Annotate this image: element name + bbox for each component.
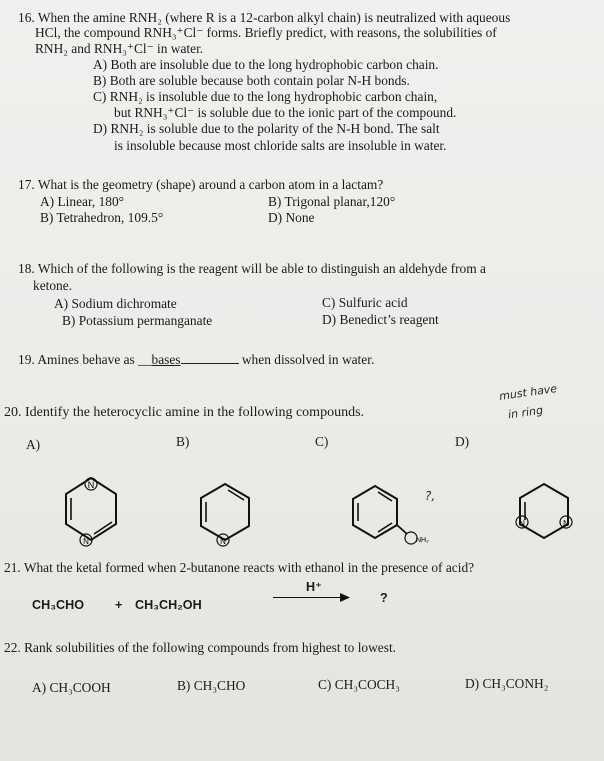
structure-b-n-label: N xyxy=(220,537,226,546)
structure-a-bottom-n-label: N xyxy=(83,537,89,546)
structure-d-n1-label: N xyxy=(519,519,525,528)
q20-option-b: B) xyxy=(176,434,190,449)
q19-prefix: 19. Amines behave as __ xyxy=(18,352,152,367)
structure-c-question-note: ?, xyxy=(425,489,436,503)
q18-stem-line2: ketone. xyxy=(33,278,73,293)
structure-c-hexagon xyxy=(353,486,397,538)
structure-d-n2-label: N xyxy=(563,519,569,528)
structure-c-double-bond-2 xyxy=(378,492,392,501)
structure-c-amine-bond xyxy=(397,525,407,534)
q16-stem-line2: HCl, the compound RNH₃⁺Cl⁻ forms. Briefly predict, with reasons, the solubilities of xyxy=(35,25,497,40)
structure-a-n-label: N xyxy=(87,480,95,490)
q19-stem xyxy=(18,351,374,367)
q19-blank xyxy=(181,351,239,364)
q22-option-b: B) CH₃CHO xyxy=(177,678,246,693)
q21-arrowhead-icon xyxy=(340,593,350,602)
q16-stem-line3: RNH₂ and RNH₃⁺Cl⁻ in water. xyxy=(35,41,204,56)
q16-option-d: D) RNH₂ is soluble due to the polarity of the N-H bond. The salt xyxy=(93,121,440,136)
structure-d-hexagon xyxy=(520,484,568,538)
q17-option-b: B) Trigonal planar,120° xyxy=(268,194,396,209)
q16-option-c-cont: but RNH₃⁺Cl⁻ is soluble due to the ionic part of the compound. xyxy=(114,105,457,120)
q21-stem: 21. What the ketal formed when 2-butanone reacts with ethanol in the presence of acid? xyxy=(4,560,475,575)
structure-b-hexagon xyxy=(201,484,249,540)
q22-option-c: C) CH₃COCH₃ xyxy=(318,677,400,692)
q18-option-b: B) Potassium permanganate xyxy=(62,313,213,328)
q16-stem-line1: 16. When the amine RNH₂ (where R is a 12-carbon alkyl chain) is neutralized with aqueous xyxy=(18,10,511,25)
q22-option-a: A) CH₃COOH xyxy=(32,680,111,695)
q18-option-d: D) Benedict’s reagent xyxy=(322,312,439,327)
q21-reactant-2: CH₃CH₂OH xyxy=(135,598,202,612)
q17-option-c: B) Tetrahedron, 109.5° xyxy=(40,210,164,225)
q21-plus: + xyxy=(115,598,123,612)
q20-option-c: C) xyxy=(315,434,329,449)
q16-option-b: B) Both are soluble because both contain polar N-H bonds. xyxy=(93,73,410,88)
q21-product: ? xyxy=(380,591,388,605)
q20-option-d: D) xyxy=(455,434,470,449)
q17-option-d: D) None xyxy=(268,210,315,225)
structure-c-double-bond-3 xyxy=(378,523,392,532)
q19-answer: bases xyxy=(151,352,181,367)
q20-handwritten-note-line1: must have xyxy=(498,382,558,403)
q21-catalyst: H⁺ xyxy=(306,580,322,594)
q19-suffix: when dissolved in water. xyxy=(241,352,375,367)
q18-option-c: C) Sulfuric acid xyxy=(322,295,408,310)
structure-c-nh2-label: NH₂ xyxy=(416,537,429,544)
q16-option-d-cont: is insoluble because most chloride salts are insoluble in water. xyxy=(114,138,447,153)
structure-a-ring xyxy=(58,470,128,548)
q18-stem-line1: 18. Which of the following is the reagent will be able to distinguish an aldehyde from a xyxy=(18,261,486,276)
q17-option-a: A) Linear, 180° xyxy=(40,194,125,209)
q20-handwritten-note-line2: in ring xyxy=(507,403,544,422)
q22-option-d: D) CH₃CONH₂ xyxy=(465,676,549,691)
q20-option-a: A) xyxy=(26,437,41,452)
q18-option-a: A) Sodium dichromate xyxy=(54,296,177,311)
q16-option-a: A) Both are insoluble due to the long hydrophobic carbon chain. xyxy=(93,57,439,72)
q22-stem: 22. Rank solubilities of the following compounds from highest to lowest. xyxy=(4,640,397,655)
q21-reaction-arrow xyxy=(273,597,343,598)
q20-stem: 20. Identify the heterocyclic amine in the following compounds. xyxy=(4,405,365,420)
structure-d-ring xyxy=(510,480,582,550)
q16-option-c: C) RNH₂ is insoluble due to the long hydrophobic carbon chain, xyxy=(93,89,438,104)
structure-b-ring xyxy=(193,480,263,552)
q17-stem: 17. What is the geometry (shape) around a carbon atom in a lactam? xyxy=(18,177,384,192)
structure-c-ring xyxy=(345,480,435,552)
q21-reactant-1: CH₃CHO xyxy=(32,598,84,612)
